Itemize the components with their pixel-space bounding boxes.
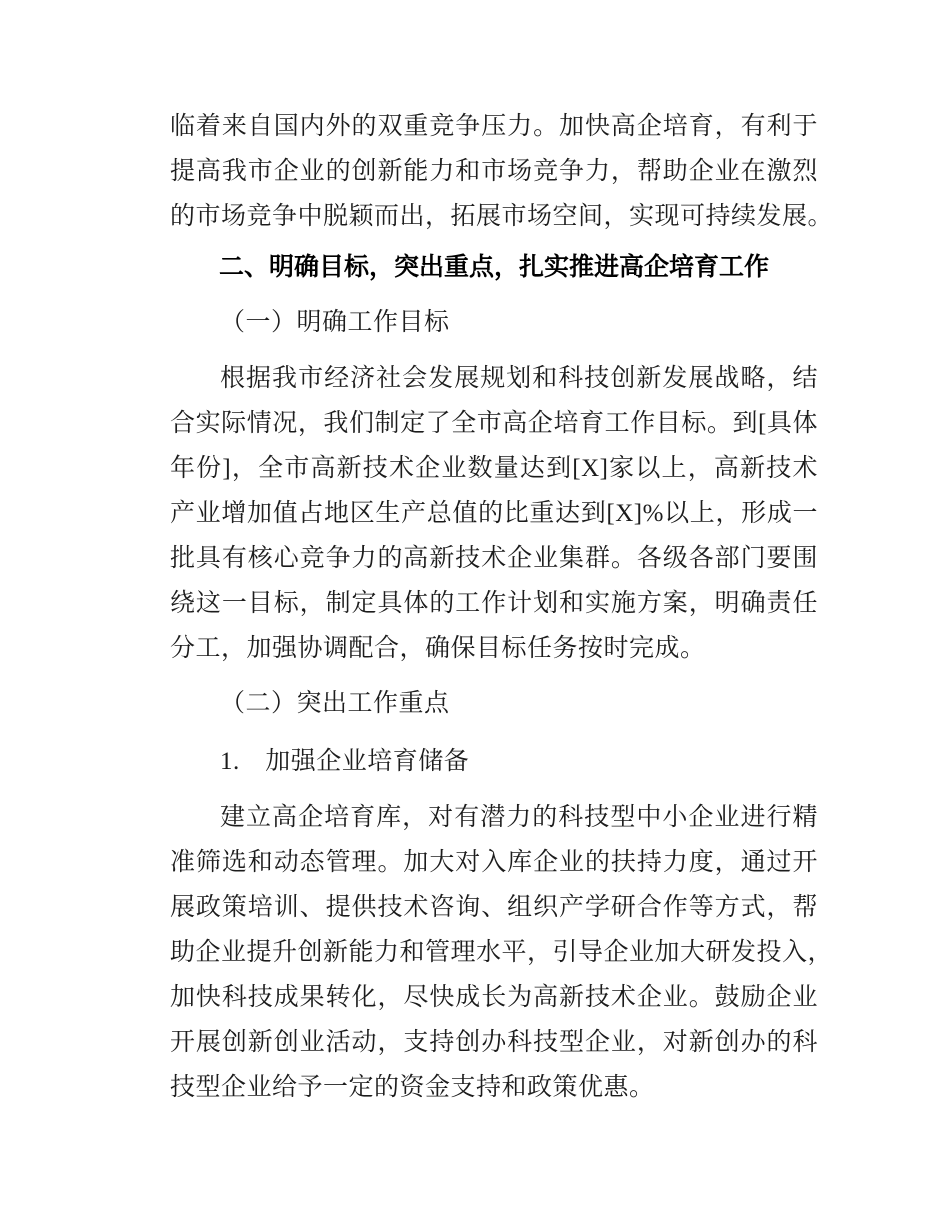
text-line: 开展创新创业活动，支持创办科技型企业，对新创办的科 xyxy=(170,1029,818,1056)
subsection-heading-2-2: （二）突出工作重点 xyxy=(220,690,450,717)
paragraph-work-goals xyxy=(170,356,818,671)
text-line: 分工，加强协调配合，确保目标任务按时完成。 xyxy=(170,635,706,662)
text-line: 的市场竞争中脱颖而出，拓展市场空间，实现可持续发展。 xyxy=(170,203,834,230)
text-line: 根据我市经济社会发展规划和科技创新发展战略，结 xyxy=(220,365,818,392)
text-line: 准筛选和动态管理。加大对入库企业的扶持力度，通过开 xyxy=(170,849,818,876)
text-line: 合实际情况，我们制定了全市高企培育工作目标。到[具体 xyxy=(170,410,818,437)
text-line: 产业增加值占地区生产总值的比重达到[X]%以上，形成一 xyxy=(170,500,818,527)
section-heading-2: 二、明确目标，突出重点，扎实推进高企培育工作 xyxy=(218,253,769,281)
text-line: 技型企业给予一定的资金支持和政策优惠。 xyxy=(170,1074,655,1101)
subsection-heading-2-1: （一）明确工作目标 xyxy=(220,309,450,336)
text-line: 提高我市企业的创新能力和市场竞争力，帮助企业在激烈 xyxy=(170,158,818,185)
text-line: 绕这一目标，制定具体的工作计划和实施方案，明确责任 xyxy=(170,590,818,617)
text-line: 展政策培训、提供技术咨询、组织产学研合作等方式，帮 xyxy=(170,894,818,921)
text-line: 建立高企培育库，对有潜力的科技型中小企业进行精 xyxy=(220,804,818,831)
paragraph-competition-pressure xyxy=(170,104,834,239)
text-line: 加快科技成果转化，尽快成长为高新技术企业。鼓励企业 xyxy=(170,984,818,1011)
text-line: 临着来自国内外的双重竞争压力。加快高企培育，有利于 xyxy=(170,113,818,140)
paragraph-cultivation-reserve xyxy=(170,795,834,1110)
text-line: 年份]，全市高新技术企业数量达到[X]家以上，高新技术 xyxy=(170,455,818,482)
text-line: 批具有核心竞争力的高新技术企业集群。各级各部门要围 xyxy=(170,545,818,572)
numbered-heading-1: 1. 加强企业培育储备 xyxy=(220,748,470,775)
text-line: 助企业提升创新能力和管理水平，引导企业加大研发投入， xyxy=(170,939,834,966)
